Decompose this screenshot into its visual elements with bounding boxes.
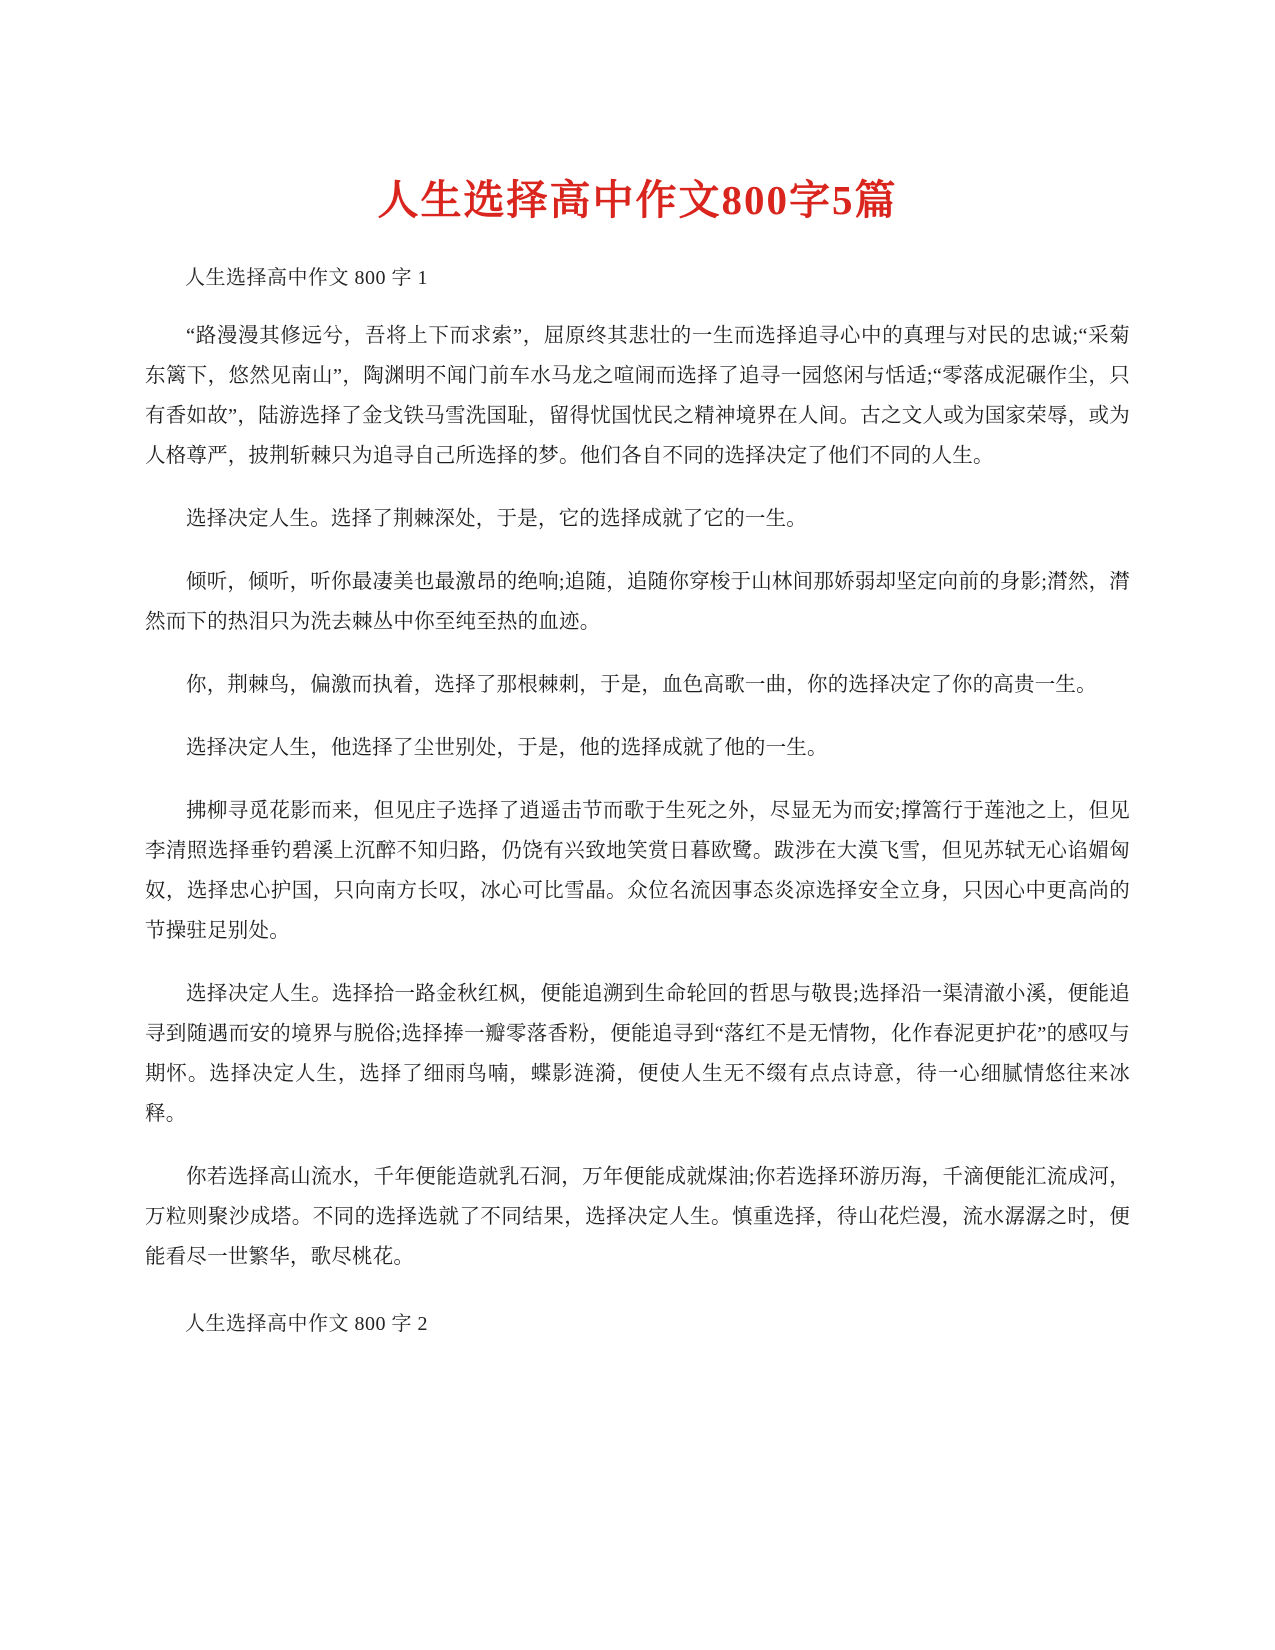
paragraph: 选择决定人生。选择拾一路金秋红枫，便能追溯到生命轮回的哲思与敬畏;选择沿一渠清澈小溪，便能追寻到随遇而安的境界与脱俗;选择捧一瓣零落香粉，便能追寻到“落红不是无情物，化作春泥更护花”的感叹与期怀。选择决定人生，选择了细雨鸟喃，蝶影涟漪，便使人生无不缀有点点诗意，待一心细腻情悠往来冰释。 [145, 982, 1130, 1125]
section-heading-1: 人生选择高中作文 800 字 1 [185, 267, 428, 290]
paragraph: 拂柳寻觅花影而来，但见庄子选择了逍遥击节而歌于生死之外，尽显无为而安;撑篙行于莲池之上，但见李清照选择垂钓碧溪上沉醉不知归路，仍饶有兴致地笑赏日暮欧鹭。跋涉在大漠飞雪，但见苏轼无心谄媚匈奴，选择忠心护国，只向南方长叹，冰心可比雪晶。众位名流因事态炎凉选择安全立身，只因心中更高尚的节操驻足别处。 [145, 799, 1130, 942]
paragraph: 选择决定人生。选择了荆棘深处，于是，它的选择成就了它的一生。 [186, 508, 807, 531]
paragraph: “路漫漫其修远兮，吾将上下而求索”，屈原终其悲壮的一生而选择追寻心中的真理与对民的忠诚;“采菊东篱下，悠然见南山”，陶渊明不闻门前车水马龙之喧闹而选择了追寻一园悠闲与恬适;“零落成泥碾作尘，只有香如故”，陆游选择了金戈铁马雪洗国耻，留得忧国忧民之精神境界在人间。古之文人或为国家荣辱，或为人格尊严，披荆斩棘只为追寻自己所选择的梦。他们各自不同的选择决定了他们不同的人生。 [145, 325, 1130, 468]
paragraph: 倾听，倾听，听你最凄美也最激昂的绝响;追随，追随你穿梭于山林间那娇弱却坚定向前的身影;潸然，潸然而下的热泪只为洗去棘丛中你至纯至热的血迹。 [145, 571, 1130, 634]
paragraph: 选择决定人生，他选择了尘世别处，于是，他的选择成就了他的一生。 [186, 737, 828, 759]
paragraph: 你，荆棘鸟，偏激而执着，选择了那根棘刺，于是，血色高歌一曲，你的选择决定了你的高贵一生。 [186, 674, 1097, 697]
page-title: 人生选择高中作文800字5篇 [377, 177, 898, 223]
section-heading-2: 人生选择高中作文 800 字 2 [185, 1312, 428, 1335]
paragraph: 你若选择高山流水，千年便能造就乳石洞，万年便能成就煤油;你若选择环游历海，千滴便能汇流成河，万粒则聚沙成塔。不同的选择选就了不同结果，选择决定人生。慎重选择，待山花烂漫，流水潺潺之时，便能看尽一世繁华，歌尽桃花。 [145, 1165, 1130, 1268]
